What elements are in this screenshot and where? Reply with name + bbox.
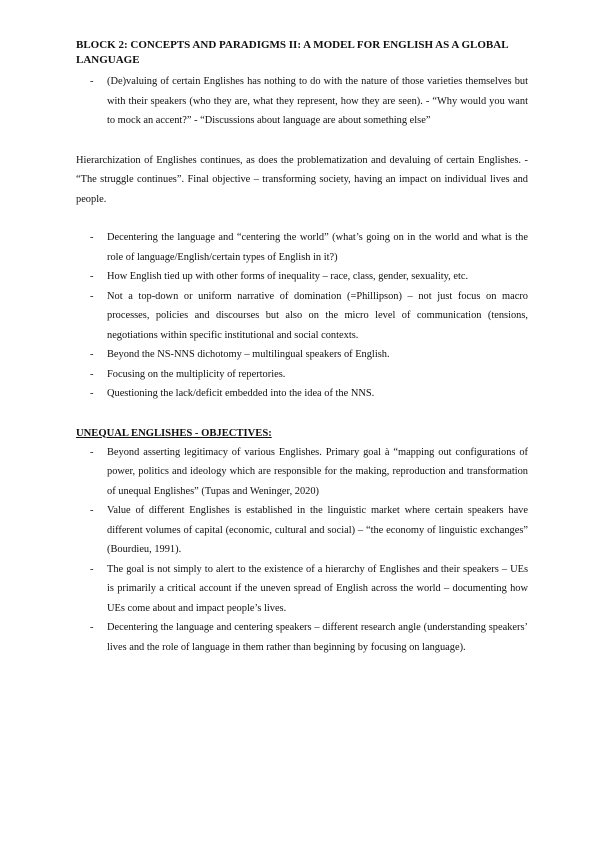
list-item-text: The goal is not simply to alert to the existence of a hierarchy of Englishes and their speakers – UEs is primarily a critical account if the uneven spread of English across the world – documenting how UEs come about and impact people’s lives. xyxy=(107,563,528,614)
bullet-dash: - xyxy=(90,290,94,302)
objectives-list xyxy=(76,443,528,658)
bullet-dash: - xyxy=(90,349,94,360)
body-paragraph: Hierarchization of Englishes continues, as does the problematization and devaluing of certain Englishes. - “The struggle continues”. Final objective – transforming society, having an impact on individual lives and people. xyxy=(76,154,528,205)
bullet-dash: - xyxy=(90,446,94,458)
intro-list xyxy=(76,72,528,131)
list-item-text: Beyond the NS-NNS dichotomy – multilingual speakers of English. xyxy=(107,349,390,360)
bullet-dash: - xyxy=(90,388,94,399)
bullet-dash: - xyxy=(90,368,94,380)
list-item-text: Decentering the language and “centering the world” (what’s going on in the world and what is the role of language/English/certain types of English in it?) xyxy=(107,232,528,263)
list-item xyxy=(76,287,528,346)
document-page xyxy=(76,38,528,657)
list-item xyxy=(76,384,528,404)
list-item-text: (De)valuing of certain Englishes has nothing to do with the nature of those varieties themselves but with their speakers (who they are, what they represent, how they are seen). - “Why would you want to mock an accent?” - “Discussions about language are about something else” xyxy=(107,76,528,126)
list-item-text: Value of different Englishes is established in the linguistic market where certain speakers have different volumes of capital (economic, cultural and social) – “the economy of linguistic exchanges” (Bourdieu, 1991). xyxy=(107,505,528,555)
perspective-list xyxy=(76,228,528,404)
list-item-text: How English tied up with other forms of inequality – race, class, gender, sexuality, etc. xyxy=(107,271,469,282)
list-item-text: Focusing on the multiplicity of repertories. xyxy=(107,368,286,380)
bullet-dash: - xyxy=(90,505,94,516)
bullet-dash: - xyxy=(90,563,94,575)
list-item xyxy=(76,345,528,365)
list-item-text: Questioning the lack/deficit embedded into the idea of the NNS. xyxy=(107,388,375,399)
bullet-dash: - xyxy=(90,76,94,87)
list-item xyxy=(76,228,528,267)
list-item xyxy=(76,443,528,502)
list-item xyxy=(76,267,528,287)
bullet-dash: - xyxy=(90,622,94,633)
list-item xyxy=(76,560,528,619)
list-item-text: Beyond asserting legitimacy of various Englishes. Primary goal à “mapping out configurations of power, politics and ideology which are responsible for the making, reproduction and transformation of unequal Englishes” (Tupas and Weninger, 2020) xyxy=(107,446,528,497)
section-heading: UNEQUAL ENGLISHES - OBJECTIVES: xyxy=(76,427,272,439)
document-title: BLOCK 2: CONCEPTS AND PARADIGMS II: A MODEL FOR ENGLISH AS A GLOBAL LANGUAGE xyxy=(76,39,508,66)
list-item xyxy=(76,501,528,560)
bullet-dash: - xyxy=(90,232,94,243)
list-item xyxy=(76,72,528,131)
list-item xyxy=(76,365,528,385)
list-item xyxy=(76,618,528,657)
list-item-text: Not a top-down or uniform narrative of domination (=Phillipson) – not just focus on macro processes, policies and discourses but also on the micro level of communication (tensions, negotiations within specific institutional and social contexts. xyxy=(107,290,528,341)
list-item-text: Decentering the language and centering speakers – different research angle (understanding speakers’ lives and the role of language in them rather than beginning by focusing on language). xyxy=(107,622,528,653)
bullet-dash: - xyxy=(90,271,94,282)
